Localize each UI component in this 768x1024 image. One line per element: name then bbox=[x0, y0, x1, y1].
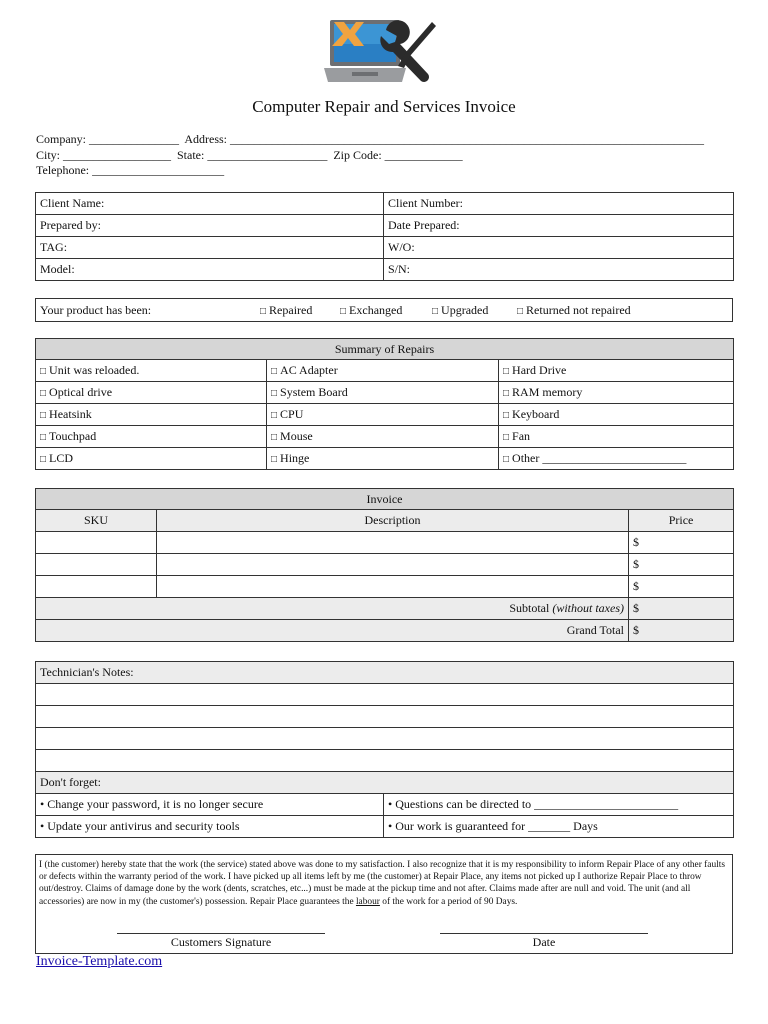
option-exchanged[interactable]: □ Exchanged bbox=[340, 303, 403, 317]
subtotal-label: Subtotal (without taxes) bbox=[36, 598, 629, 620]
price-cell[interactable]: $ bbox=[629, 576, 734, 598]
sku-cell[interactable] bbox=[36, 576, 157, 598]
wo-field[interactable]: W/O: bbox=[384, 237, 734, 259]
notes-line[interactable] bbox=[36, 684, 734, 706]
repair-checkbox-item[interactable] bbox=[267, 426, 499, 448]
checkbox-icon: □ bbox=[40, 410, 47, 421]
grand-total-label: Grand Total bbox=[36, 620, 629, 642]
checkbox-icon: □ bbox=[271, 388, 278, 399]
description-column-header: Description bbox=[157, 510, 629, 532]
description-cell[interactable] bbox=[157, 576, 629, 598]
table-row bbox=[36, 360, 734, 382]
price-cell[interactable]: $ bbox=[629, 554, 734, 576]
footer-link[interactable]: Invoice-Template.com bbox=[36, 954, 163, 969]
repair-item-label: Hard Drive bbox=[512, 363, 567, 377]
checkbox-icon: □ bbox=[40, 432, 47, 443]
repair-item-label: CPU bbox=[280, 407, 304, 421]
client-name-field[interactable]: Client Name: bbox=[36, 193, 384, 215]
repair-item-label: Fan bbox=[512, 429, 531, 443]
repair-checkbox-item[interactable] bbox=[267, 404, 499, 426]
reminder-questions: • Questions can be directed to ________________________ bbox=[384, 794, 734, 816]
table-row bbox=[36, 554, 734, 576]
subtotal-value[interactable]: $ bbox=[629, 598, 734, 620]
repair-item-label: Touchpad bbox=[49, 429, 97, 443]
table-row bbox=[36, 532, 734, 554]
description-cell[interactable] bbox=[157, 554, 629, 576]
repair-checkbox-item[interactable] bbox=[36, 382, 267, 404]
city-state-zip-line: City: __________________ State: ____________________ Zip Code: _____________ bbox=[36, 148, 463, 162]
repair-checkbox-item[interactable] bbox=[36, 360, 267, 382]
repair-checkbox-item[interactable] bbox=[267, 360, 499, 382]
tag-field[interactable]: TAG: bbox=[36, 237, 384, 259]
repair-checkbox-item[interactable] bbox=[499, 404, 734, 426]
client-details-table bbox=[35, 192, 734, 281]
repair-item-label: LCD bbox=[49, 451, 74, 465]
notes-line[interactable] bbox=[36, 728, 734, 750]
table-row bbox=[36, 382, 734, 404]
checkbox-icon: □ bbox=[271, 410, 278, 421]
dont-forget-header: Don't forget: bbox=[36, 772, 734, 794]
checkbox-icon: □ bbox=[271, 454, 278, 465]
repairs-header: Summary of Repairs bbox=[36, 339, 734, 360]
option-returned-not-repaired[interactable]: □ Returned not repaired bbox=[517, 303, 631, 317]
table-row bbox=[36, 426, 734, 448]
repair-checkbox-item[interactable] bbox=[499, 382, 734, 404]
table-row bbox=[36, 448, 734, 470]
checkbox-icon: □ bbox=[517, 306, 524, 317]
repair-item-label: Mouse bbox=[280, 429, 313, 443]
invoice-table bbox=[35, 488, 734, 642]
price-cell[interactable]: $ bbox=[629, 532, 734, 554]
laptop-repair-icon bbox=[324, 16, 440, 86]
company-address-line: Company: _______________ Address: _______________________________________________________________________________ bbox=[36, 132, 704, 146]
repairs-body bbox=[36, 360, 734, 470]
client-number-field[interactable]: Client Number: bbox=[384, 193, 734, 215]
price-column-header: Price bbox=[629, 510, 734, 532]
customer-signature-line[interactable] bbox=[117, 933, 325, 934]
prepared-by-field[interactable]: Prepared by: bbox=[36, 215, 384, 237]
reminder-antivirus: • Update your antivirus and security tools bbox=[36, 816, 384, 838]
checkbox-icon: □ bbox=[432, 306, 439, 317]
table-row bbox=[36, 404, 734, 426]
grand-total-value[interactable]: $ bbox=[629, 620, 734, 642]
technician-notes-header: Technician's Notes: bbox=[36, 662, 734, 684]
repair-item-label: Other ________________________ bbox=[512, 451, 687, 465]
notes-line[interactable] bbox=[36, 750, 734, 772]
repair-checkbox-item[interactable] bbox=[36, 426, 267, 448]
date-signature-line[interactable] bbox=[440, 933, 648, 934]
telephone-line: Telephone: ______________________ bbox=[36, 163, 225, 177]
sku-column-header: SKU bbox=[36, 510, 157, 532]
checkbox-icon: □ bbox=[503, 454, 510, 465]
repair-checkbox-item[interactable] bbox=[499, 360, 734, 382]
technician-notes-table bbox=[35, 661, 734, 838]
customer-signature-label: Customers Signature bbox=[170, 935, 272, 949]
repair-checkbox-item[interactable] bbox=[499, 448, 734, 470]
logo bbox=[324, 16, 440, 86]
date-label: Date bbox=[532, 935, 556, 949]
checkbox-icon: □ bbox=[503, 366, 510, 377]
product-status-box bbox=[35, 298, 733, 322]
repair-item-label: Heatsink bbox=[49, 407, 92, 421]
checkbox-icon: □ bbox=[503, 388, 510, 399]
invoice-header: Invoice bbox=[36, 489, 734, 510]
subtotal-note: (without taxes) bbox=[552, 601, 624, 615]
repair-item-label: RAM memory bbox=[512, 385, 583, 399]
description-cell[interactable] bbox=[157, 532, 629, 554]
checkbox-icon: □ bbox=[503, 410, 510, 421]
checkbox-icon: □ bbox=[40, 388, 47, 399]
sn-field[interactable]: S/N: bbox=[384, 259, 734, 281]
repair-item-label: Unit was reloaded. bbox=[49, 363, 140, 377]
repair-item-label: Keyboard bbox=[512, 407, 560, 421]
option-upgraded[interactable]: □ Upgraded bbox=[432, 303, 489, 317]
repair-item-label: System Board bbox=[280, 385, 348, 399]
checkbox-icon: □ bbox=[271, 366, 278, 377]
reminder-password: • Change your password, it is no longer secure bbox=[36, 794, 384, 816]
checkbox-icon: □ bbox=[340, 306, 347, 317]
disclaimer-text: I (the customer) hereby state that the work (the service) stated above was done to my satisfaction. I also recognize that it is my responsibility to inform Repair Place of any other faults or defects within the warranty period of the work. I have picked up all items left by me (the customer) at Repair Place, any items not picked up I authorize Repair Place to throw out/destroy. Claims of damage done by the work (dents, scratches, etc...) must be made at the pickup time and not after. Claims made after are null and void. The unit (and all accessories) are now in my (the customer's) possession. Repair Place guarantees the labour of the work for a period of 90 Days. bbox=[39, 860, 725, 907]
repair-item-label: Optical drive bbox=[49, 385, 113, 399]
repair-checkbox-item[interactable] bbox=[267, 448, 499, 470]
page-title: Computer Repair and Services Invoice bbox=[252, 97, 516, 116]
checkbox-icon: □ bbox=[271, 432, 278, 443]
reminder-guarantee: • Our work is guaranteed for _______ Days bbox=[384, 816, 734, 838]
repair-item-label: Hinge bbox=[280, 451, 310, 465]
labour-word: labour bbox=[355, 896, 380, 907]
repair-checkbox-item[interactable] bbox=[36, 448, 267, 470]
repair-checkbox-item[interactable] bbox=[499, 426, 734, 448]
repair-checkbox-item[interactable] bbox=[267, 382, 499, 404]
table-row bbox=[36, 576, 734, 598]
model-field[interactable]: Model: bbox=[36, 259, 384, 281]
product-status-label: Your product has been: bbox=[40, 303, 152, 317]
repair-item-label: AC Adapter bbox=[280, 363, 338, 377]
checkbox-icon: □ bbox=[503, 432, 510, 443]
sku-cell[interactable] bbox=[36, 554, 157, 576]
repair-checkbox-item[interactable] bbox=[36, 404, 267, 426]
sku-cell[interactable] bbox=[36, 532, 157, 554]
option-repaired[interactable]: □ Repaired bbox=[260, 303, 313, 317]
date-prepared-field[interactable]: Date Prepared: bbox=[384, 215, 734, 237]
checkbox-icon: □ bbox=[40, 454, 47, 465]
notes-line[interactable] bbox=[36, 706, 734, 728]
summary-of-repairs-table bbox=[35, 338, 734, 470]
checkbox-icon: □ bbox=[260, 306, 267, 317]
checkbox-icon: □ bbox=[40, 366, 47, 377]
